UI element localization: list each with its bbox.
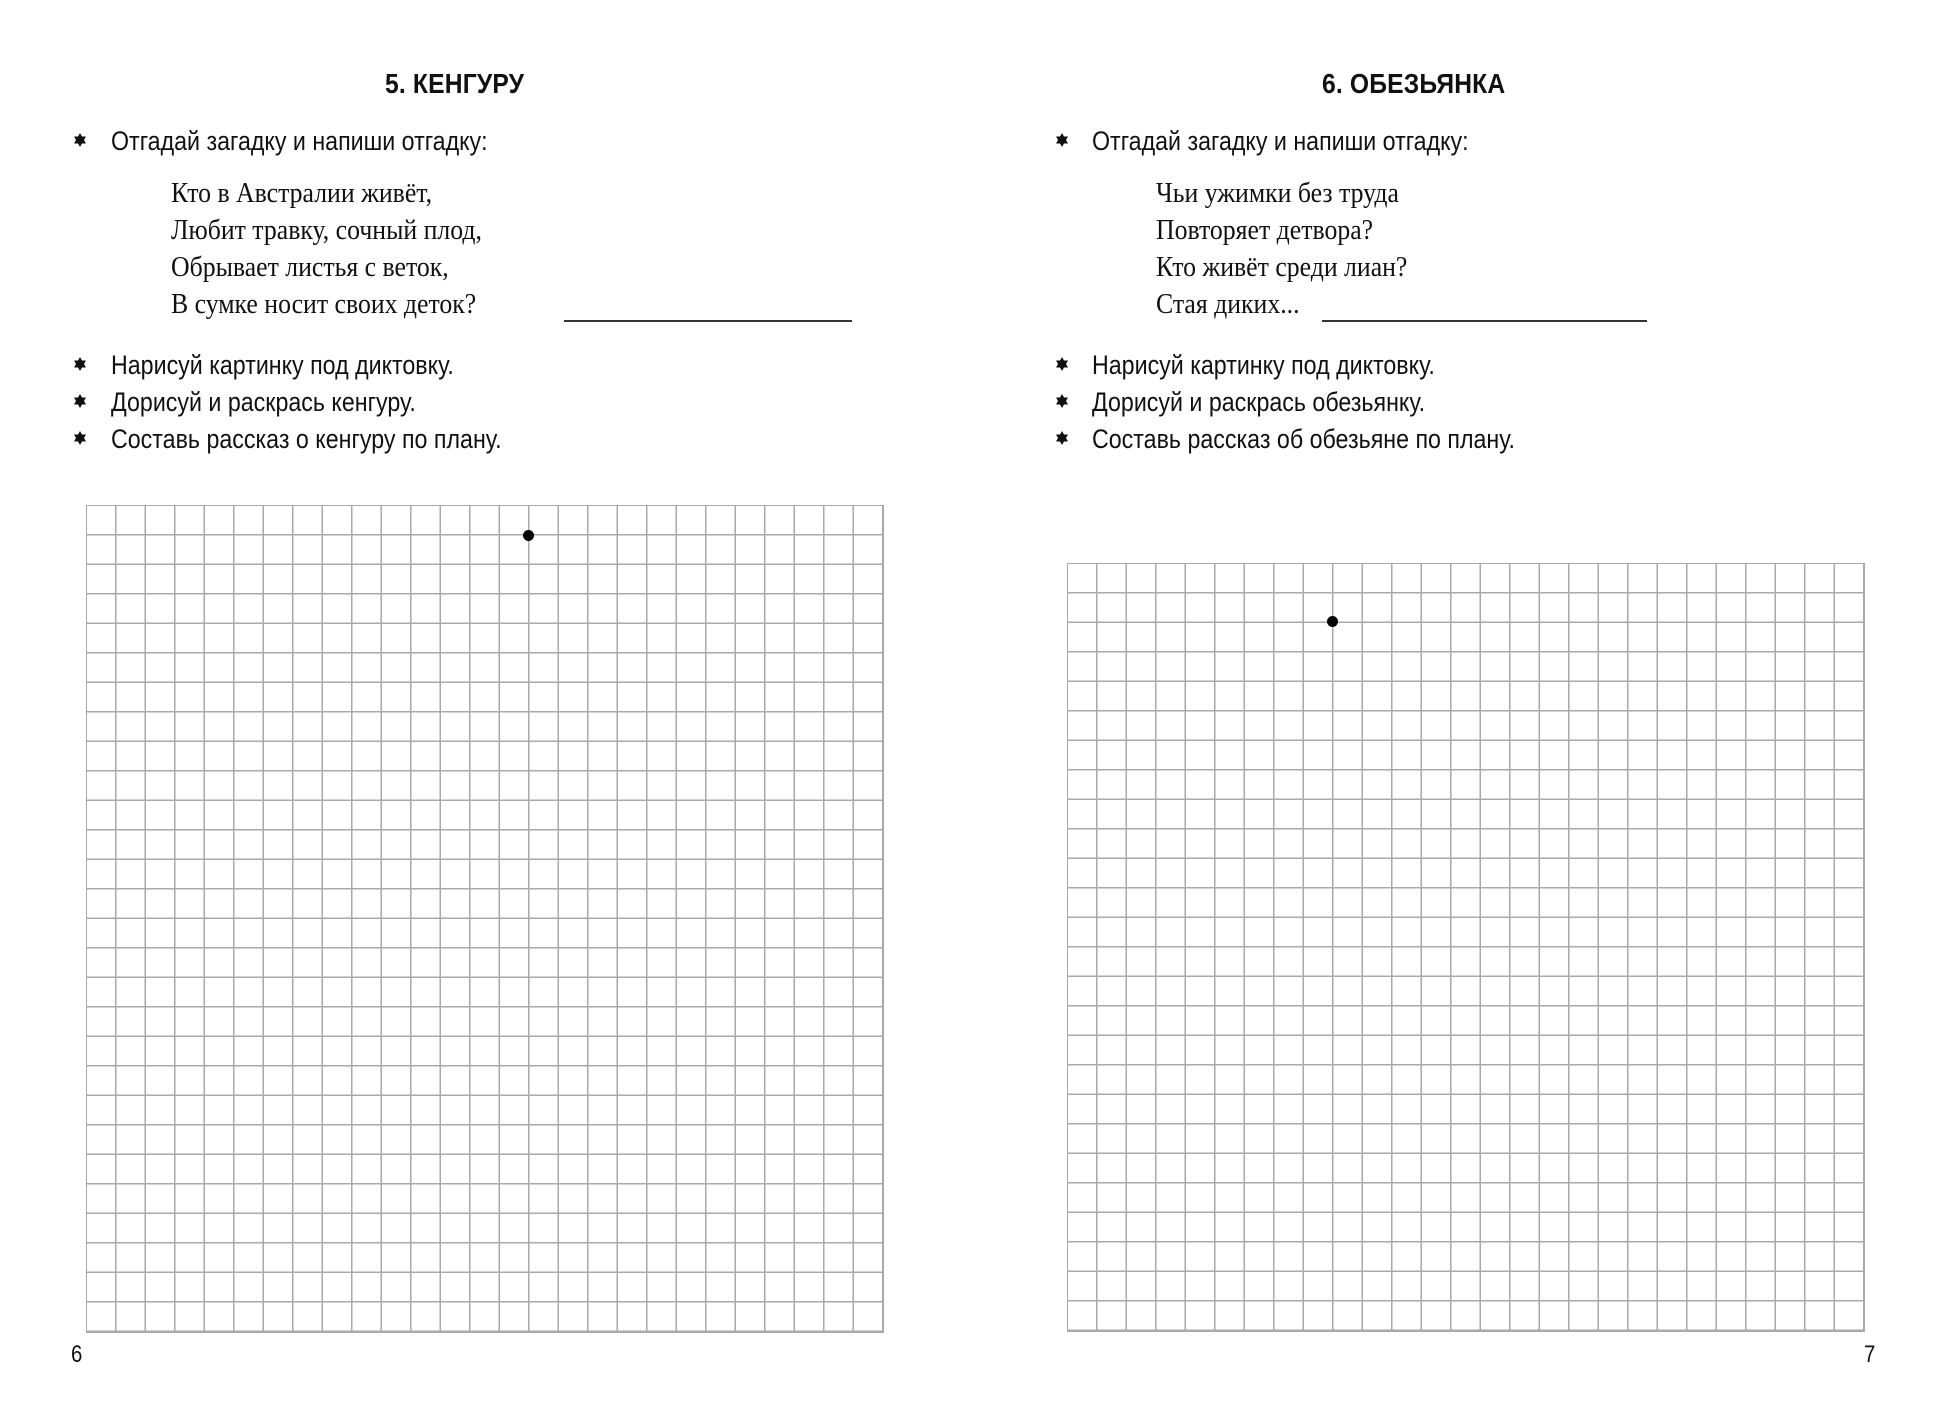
riddle-line: Чьи ужимки без труда — [1156, 178, 1399, 209]
start-dot — [1327, 616, 1338, 627]
page-number: 7 — [1864, 1341, 1876, 1368]
task-instruction: Дорисуй и раскрась кенгуру. — [111, 387, 416, 417]
six-point-star-icon — [73, 357, 87, 371]
six-point-star-icon — [1055, 357, 1069, 371]
six-point-star-icon — [1055, 431, 1069, 445]
task-instruction: Отгадай загадку и напиши отгадку: — [1092, 126, 1469, 156]
answer-blank[interactable] — [564, 320, 852, 322]
task-instruction: Составь рассказ об обезьяне по плану. — [1092, 424, 1515, 454]
six-point-star-icon — [1055, 394, 1069, 408]
six-point-star-icon — [73, 431, 87, 445]
drawing-grid[interactable] — [86, 505, 884, 1333]
six-point-star-icon — [1055, 133, 1069, 147]
task-instruction: Составь рассказ о кенгуру по плану. — [111, 424, 502, 454]
page-number: 6 — [71, 1341, 83, 1368]
riddle-line: Кто живёт среди лиан? — [1156, 252, 1408, 283]
riddle-poem — [1156, 175, 1429, 323]
riddle-line: Кто в Австралии живёт, — [171, 178, 433, 209]
riddle-line: Обрывает листья с веток, — [171, 252, 449, 283]
six-point-star-icon — [73, 394, 87, 408]
start-dot — [523, 530, 534, 541]
task-instruction: Отгадай загадку и напиши отгадку: — [111, 126, 488, 156]
answer-blank[interactable] — [1322, 320, 1647, 322]
riddle-poem — [171, 175, 509, 323]
riddle-line: Повторяет детвора? — [1156, 215, 1374, 246]
drawing-grid[interactable] — [1067, 563, 1865, 1332]
task-instruction: Дорисуй и раскрась обезьянку. — [1092, 387, 1426, 417]
riddle-line: Стая диких... — [1156, 289, 1300, 320]
riddle-line: Любит травку, сочный плод, — [171, 215, 482, 246]
task-instruction: Нарисуй картинку под диктовку. — [1092, 350, 1435, 380]
six-point-star-icon — [73, 133, 87, 147]
page-title: 5. КЕНГУРУ — [385, 68, 525, 99]
riddle-line: В сумке носит своих деток? — [171, 289, 477, 320]
task-instruction: Нарисуй картинку под диктовку. — [111, 350, 454, 380]
page-title: 6. ОБЕЗЬЯНКА — [1322, 68, 1506, 99]
